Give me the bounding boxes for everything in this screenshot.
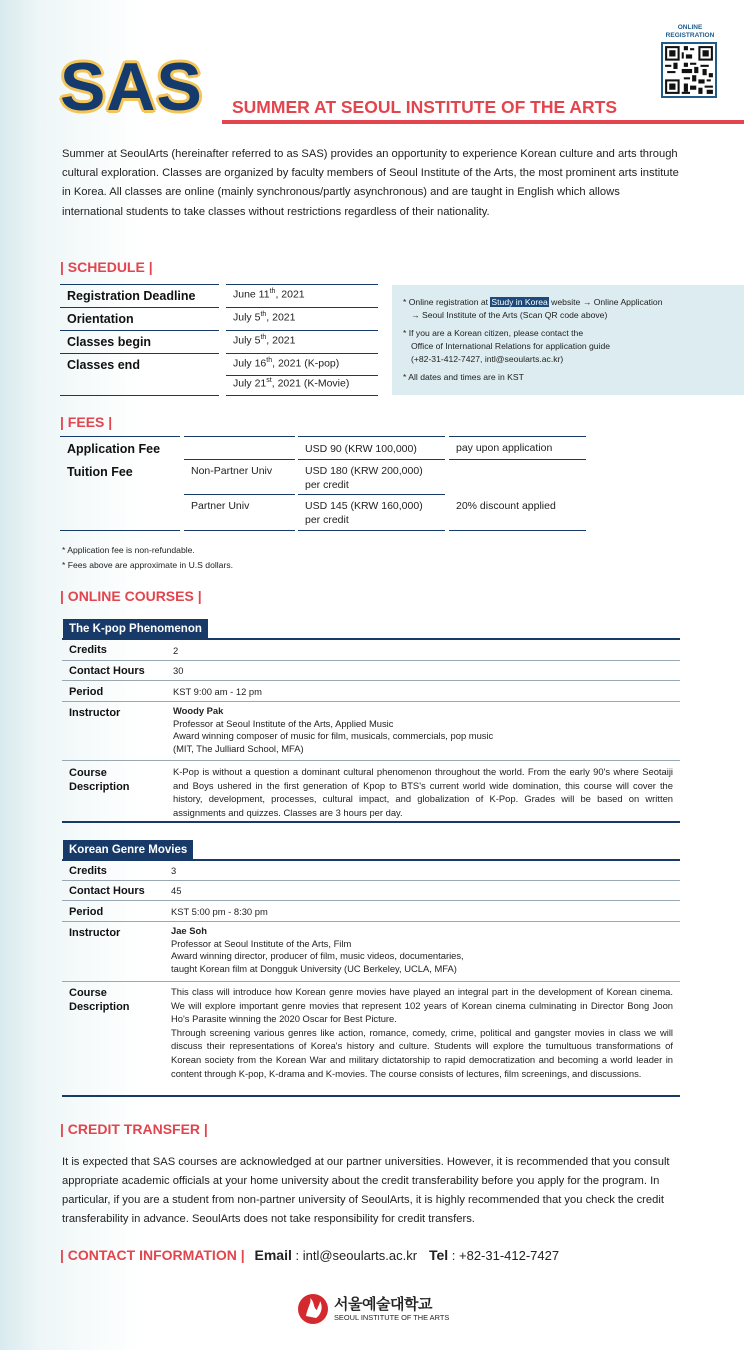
movies-hours-label: Contact Hours: [69, 885, 145, 897]
fees-application-label: Application Fee: [67, 442, 161, 456]
kpop-credits-value: 2: [173, 645, 179, 656]
schedule-label-registration: Registration Deadline: [67, 289, 196, 303]
kpop-period-value: KST 9:00 am - 12 pm: [173, 686, 262, 697]
schedule-value-classes-end-kmovie: July 21st, 2021 (K-Movie): [233, 377, 350, 390]
schedule-value-classes-begin: July 5th, 2021: [233, 334, 296, 347]
sas-logo: SAS: [60, 49, 203, 125]
movies-period-value: KST 5:00 pm - 8:30 pm: [171, 906, 268, 917]
schedule-rule: [226, 395, 378, 396]
fees-application-note: pay upon application: [456, 442, 553, 454]
course-rule: [62, 880, 680, 881]
registration-qr-code[interactable]: [661, 42, 717, 98]
kpop-credits-label: Credits: [69, 644, 107, 656]
credit-transfer-text: It is expected that SAS courses are acknowledged at our partner universities. However, it is recommended that you consult appropriate academic officials at your home university about the credit transferability before you apply for the program. In particular, if you are a student from non-partner university of SeoulArts, it is highly recommended that you check the credit transferability in advance. SeoulArts does not take responsibility for credit transfers.: [62, 1156, 670, 1225]
schedule-rule: [226, 307, 378, 308]
course-rule: [62, 859, 680, 861]
fees-rule: [60, 436, 180, 437]
page-subtitle: SUMMER AT SEOUL INSTITUTE OF THE ARTS: [232, 97, 617, 117]
credit-transfer-title: | CREDIT TRANSFER |: [60, 1121, 208, 1137]
qr-label-line-1: ONLINE: [677, 24, 703, 31]
kpop-hours-value: 30: [173, 665, 184, 676]
header-divider: [222, 120, 744, 124]
movies-hours-value: 45: [171, 885, 182, 896]
schedule-rule: [60, 284, 219, 285]
kpop-period-label: Period: [69, 686, 104, 698]
fees-tuition-label: Tuition Fee: [67, 465, 133, 479]
schedule-rule: [226, 330, 378, 331]
schedule-value-registration: June 11th, 2021: [233, 288, 305, 301]
course-rule: [62, 701, 680, 702]
fees-title: | FEES |: [60, 414, 113, 430]
course-rule: [62, 1095, 680, 1097]
schedule-note-2-line-3: (+82-31-412-7427, intl@seoularts.ac.kr): [411, 354, 564, 364]
courses-title: | ONLINE COURSES |: [60, 588, 202, 604]
fees-note-1: * Application fee is non-refundable.: [62, 545, 195, 555]
movies-period-label: Period: [69, 906, 104, 918]
kpop-description: K-Pop is without a question a dominant cultural phenomenon throughout the world. From the early 90's where Seotaiji and Boys ushered in the first generation of Kpop to BTS's current world wide domination, this course will cover the history, development, processes, cultural impact, and globalization of K-Pop. Grades will be based on written assignments and quizzes. Classes are 3 hours per day.: [173, 766, 673, 818]
course-rule: [62, 660, 680, 661]
fees-nonpartner-amount: USD 180 (KRW 200,000) per credit: [305, 465, 423, 491]
footer-english-name: SEOUL INSTITUTE OF THE ARTS: [334, 1313, 450, 1322]
course-rule: [62, 760, 680, 761]
schedule-note-2-line-2: Office of International Relations for application guide: [411, 341, 611, 351]
movies-instructor-value: Jae Soh Professor at Seoul Institute of the Arts, Film Award winning director, producer of film, music videos, documentaries, taught Korean film at Dongguk University (UC Berkeley, UCLA, MFA): [171, 925, 464, 974]
kpop-instructor-value: Woody Pak Professor at Seoul Institute of the Arts, Applied Music Award winning composer of music for film, musicals, commercials, pop music (MIT, The Julliard School, MFA): [173, 705, 494, 754]
schedule-rule: [60, 395, 219, 396]
fees-partner-amount: USD 145 (KRW 160,000) per credit: [305, 500, 423, 526]
fees-rule: [60, 530, 180, 531]
tel-label: Tel: [428, 1247, 449, 1263]
qr-code-icon: [663, 44, 715, 96]
fees-rule: [184, 436, 295, 437]
footer-korean-name: 서울예술대학교: [334, 1296, 432, 1313]
schedule-title: | SCHEDULE |: [60, 259, 153, 275]
schedule-rule: [226, 353, 378, 354]
fees-rule: [184, 494, 295, 495]
fees-rule: [449, 436, 586, 437]
course-rule: [62, 981, 680, 982]
schedule-label-orientation: Orientation: [67, 312, 134, 326]
fees-rule: [298, 436, 445, 437]
fees-rule: [449, 530, 586, 531]
course-tab-kpop: The K-pop Phenomenon: [63, 619, 208, 639]
tel-value[interactable]: : +82-31-412-7427: [448, 1248, 560, 1263]
schedule-note-1-line-2: → Seoul Institute of the Arts (Scan QR code above): [411, 310, 608, 320]
schedule-label-classes-end: Classes end: [67, 358, 140, 372]
movies-credits-value: 3: [171, 865, 177, 876]
schedule-rule: [60, 307, 219, 308]
qr-label: [660, 24, 720, 40]
schedule-note-2-line-1: * If you are a Korean citizen, please contact the: [403, 328, 584, 338]
course-rule: [62, 921, 680, 922]
seoularts-emblem-icon: [296, 1292, 330, 1326]
fees-rule: [449, 459, 586, 460]
intro-paragraph: Summer at SeoulArts (hereinafter referred to as SAS) provides an opportunity to experience Korean culture and arts through cultural exploration. Classes are organized by faculty members of Seoul Institute of the Arts, the most prominent arts institute in Korea. All classes are online (mainly synchronous/partly asynchronous) and are taught in English which allows international students to take classes without restrictions regardless of their nationality.: [62, 148, 679, 218]
schedule-rule: [226, 375, 378, 376]
fees-nonpartner-label: Non-Partner Univ: [191, 465, 273, 477]
kpop-hours-label: Contact Hours: [69, 665, 145, 677]
course-tab-movies: Korean Genre Movies: [63, 840, 193, 860]
contact-line: [60, 1247, 559, 1263]
schedule-rule: [60, 330, 219, 331]
schedule-rule: [226, 284, 378, 285]
contact-title: | CONTACT INFORMATION |: [60, 1247, 245, 1263]
qr-label-line-2: REGISTRATION: [665, 32, 715, 39]
fees-partner-note: 20% discount applied: [456, 500, 556, 512]
fees-rule: [298, 494, 445, 495]
movies-instructor-label: Instructor: [69, 927, 121, 939]
movies-credits-label: Credits: [69, 865, 107, 877]
email-label: Email: [254, 1247, 292, 1263]
course-rule: [62, 680, 680, 681]
movies-description: This class will introduce how Korean genre movies have played an integral part in the development of Korean cinema. We will explore important genre movies that represent 102 years of Korean cinema culminating in Director Bong Joon Ho's Parasite winning the 2020 Oscar for Best Picture. Through screening various genres like action, romance, comedy, crime, political and gangster movies in class we will discuss their representations of Korea's history and culture. Students will explore the tumultuous transformations of Korean society from the Korean War and military dictatorship to rapid democratization and becoming a world leader in content through K-pop, K-drama and K-movies. The course consists of lectures, film screenings, and discussions.: [171, 986, 673, 1079]
course-rule: [62, 900, 680, 901]
schedule-rule: [60, 353, 219, 354]
fees-note-2: * Fees above are approximate in U.S dollars.: [62, 560, 234, 570]
schedule-value-orientation: July 5th, 2021: [233, 311, 296, 324]
schedule-value-classes-end-kpop: July 16th, 2021 (K-pop): [233, 357, 340, 370]
fees-rule: [184, 530, 295, 531]
study-in-korea-link[interactable]: Study in Korea: [491, 297, 548, 307]
fees-partner-label: Partner Univ: [191, 500, 250, 512]
email-value[interactable]: : intl@seoularts.ac.kr: [291, 1248, 418, 1263]
kpop-instructor-label: Instructor: [69, 707, 121, 719]
movies-description-label: Course Description: [69, 987, 130, 1013]
fees-rule: [298, 530, 445, 531]
schedule-label-classes-begin: Classes begin: [67, 335, 152, 349]
kpop-description-label: Course Description: [69, 767, 130, 793]
schedule-note-1: * Online registration at Study in Korea website → Online Application: [403, 297, 663, 307]
course-rule: [62, 638, 680, 640]
fees-application-amount: USD 90 (KRW 100,000): [305, 443, 417, 455]
fees-rule: [184, 459, 295, 460]
fees-rule: [298, 459, 445, 460]
course-rule: [62, 821, 680, 823]
schedule-note-3: * All dates and times are in KST: [403, 372, 524, 382]
